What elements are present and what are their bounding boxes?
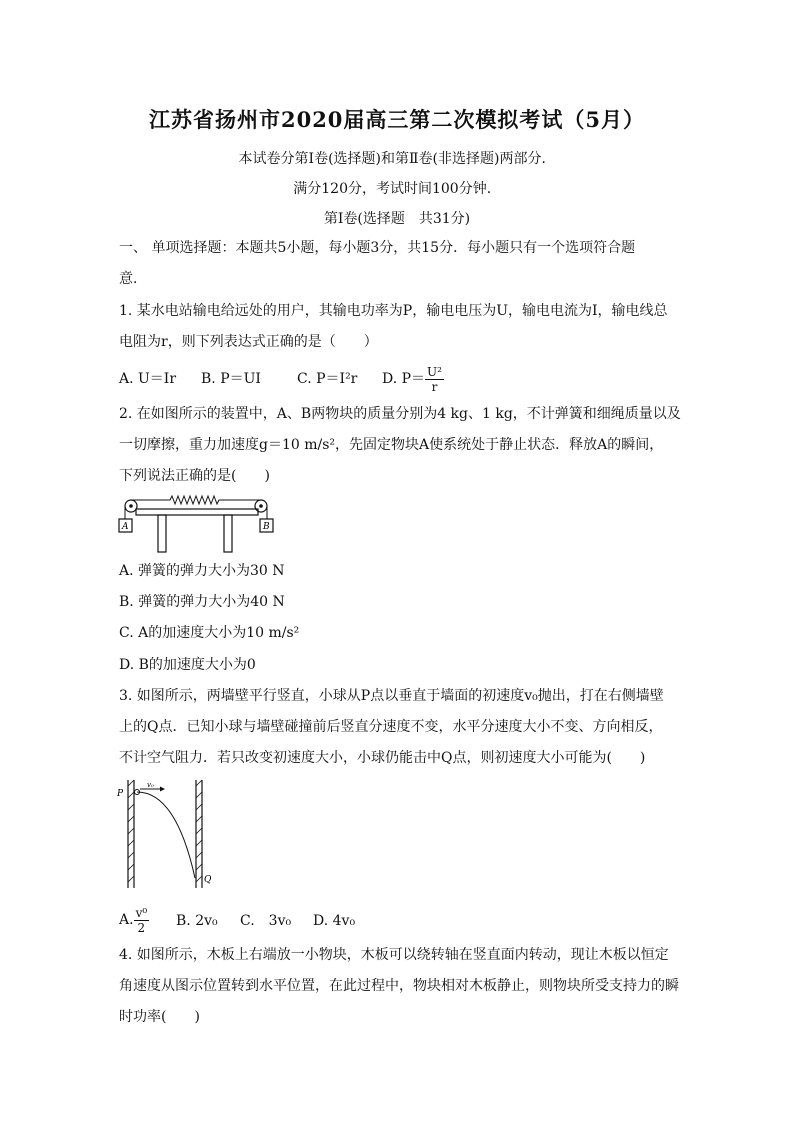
q2-label-a: A: [122, 522, 129, 532]
q3-option-b: B. 2v₀: [176, 913, 218, 929]
q2-stem-cont-2: 下列说法正确的是( ): [119, 468, 270, 484]
q2-stem-cont: 一切摩擦，重力加速度g＝10 m/s²，先固定物块A使系统处于静止状态．释放A的瞬间，: [119, 437, 664, 453]
q3-option-a-denominator: 2: [137, 920, 146, 935]
q2-option-c: C. A的加速度大小为10 m/s²: [119, 625, 300, 641]
q1-option-d-prefix: D. P＝: [382, 371, 426, 387]
intro-line-2: 满分120分，考试时间100分钟．: [293, 181, 501, 197]
intro-line-1: 本试卷分第Ⅰ卷(选择题)和第Ⅱ卷(非选择题)两部分．: [238, 151, 556, 167]
q3-option-a-fraction: [134, 906, 150, 935]
q3-stem: 3. 如图所示，两墙壁平行竖直，小球从P点以垂直于墙面的初速度v₀抛出，打在右侧墙壁: [119, 688, 664, 704]
q3-stem-cont-2: 不计空气阻力．若只改变初速度大小，小球仍能击中Q点，则初速度大小可能为( ): [119, 750, 646, 766]
section-1-heading-cont: 意．: [119, 271, 147, 287]
q1-stem-cont: 电阻为r，则下列表达式正确的是（ ）: [119, 334, 378, 350]
q4-stem-cont: 角速度从图示位置转到水平位置，在此过程中，物块相对木板静止，则物块所受支持力的瞬: [119, 978, 679, 994]
q3-option-c: C. 3v₀: [240, 913, 292, 929]
q4-stem-cont-2: 时功率( ): [119, 1009, 200, 1025]
q2-stem: 2. 在如图所示的装置中，A、B两物块的质量分别为4 kg、1 kg，不计弹簧和细绳质量以及: [119, 406, 681, 422]
q3-option-a-numerator: v⁰: [135, 905, 148, 920]
q3-option-a: [119, 900, 149, 940]
q1-option-d: [382, 358, 444, 400]
q2-spring-table-figure: [118, 494, 274, 554]
part-1-heading: 第Ⅰ卷(选择题 共31分): [323, 211, 471, 227]
section-1-heading: 一、 单项选择题：本题共5小题，每小题3分，共15分．每小题只有一个选项符合题: [119, 240, 636, 256]
q2-option-b: B. 弹簧的弹力大小为40 N: [119, 594, 285, 610]
q2-label-b: B: [263, 522, 270, 532]
q1-option-c: C. P＝I²r: [297, 371, 358, 387]
q2-option-d: D. B的加速度大小为0: [119, 657, 256, 673]
q3-option-d: D. 4v₀: [313, 913, 356, 929]
q1-option-d-denominator: r: [431, 379, 438, 394]
q1-option-d-fraction: [425, 365, 444, 394]
q1-option-a: A. U＝Ir: [119, 371, 177, 387]
q4-stem: 4. 如图所示，木板上右端放一小物块，木板可以绕转轴在竖直面内转动，现让木板以恒定: [119, 947, 669, 963]
q2-option-a: A. 弹簧的弹力大小为30 N: [119, 563, 285, 579]
q3-option-a-prefix: A.: [119, 912, 134, 928]
q3-label-p: P: [117, 789, 124, 799]
q3-label-v0: v₀: [147, 781, 154, 789]
q3-label-q: Q: [204, 875, 212, 885]
q3-stem-cont: 上的Q点．已知小球与墙壁碰撞前后竖直分速度不变，水平分速度大小不变、方向相反，: [119, 719, 663, 735]
exam-title: 江苏省扬州市2020届高三第二次模拟考试（5月）: [148, 107, 646, 132]
q1-option-d-numerator: U²: [427, 364, 442, 379]
q1-option-b: B. P＝UI: [201, 371, 261, 387]
q3-walls-figure: [116, 778, 216, 892]
q1-stem: 1. 某水电站输电给远处的用户，其输电功率为P，输电电压为U，输电电流为I，输电线总: [119, 303, 668, 319]
